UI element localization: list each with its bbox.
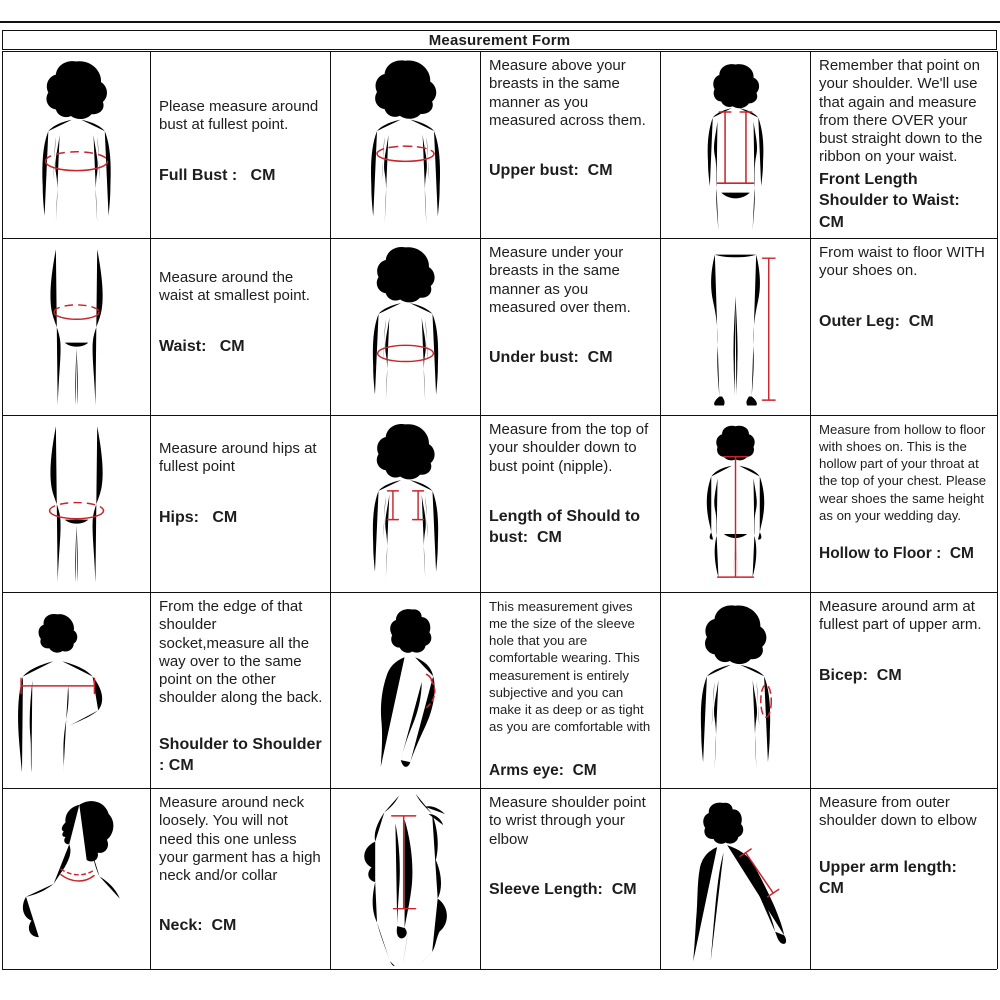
hollow-to-floor-label: Hollow to Floor : CM (819, 544, 974, 562)
cell-bicep (811, 592, 998, 788)
front-length-label: Front Length Shoulder to Waist: CM (819, 170, 974, 231)
page-title: Measurement Form (2, 30, 997, 50)
figure-front-length-illustration (661, 51, 811, 238)
cell-under-bust (481, 238, 661, 415)
neck-description: Measure around neck loosely. You will not need this one unless your garment has a high neck and/or collar (159, 794, 321, 885)
figure-arms-eye-illustration (331, 592, 481, 788)
bicep-label: Bicep: CM (819, 666, 902, 684)
outer-leg-label: Outer Leg: CM (819, 312, 934, 330)
sleeve-length-description: Measure shoulder point to wrist through your elbow (489, 794, 646, 848)
sleeve-length-label: Sleeve Length: CM (489, 880, 637, 898)
hips-label: Hips: CM (159, 508, 238, 526)
upper-bust-description: Measure above your breasts in the same manner as you measured across them. (489, 57, 646, 129)
outer-leg-description: From waist to floor WITH your shoes on. (819, 244, 985, 280)
figure-under-bust-illustration (331, 238, 481, 415)
figure-hollow-to-floor-illustration (661, 415, 811, 592)
upper-arm-length-label: Upper arm length: CM (819, 858, 966, 898)
full-bust-description: Please measure around bust at fullest point. (159, 98, 319, 134)
cell-full-bust (151, 51, 331, 238)
neck-label: Neck: CM (159, 917, 237, 935)
cell-front-length (811, 51, 998, 238)
cell-shoulder-to-shoulder (151, 592, 331, 788)
under-bust-description: Measure under your breasts in the same manner as you measured over them. (489, 244, 631, 316)
figure-waist-illustration (3, 238, 151, 415)
cell-outer-leg (811, 238, 998, 415)
figure-neck-illustration (3, 788, 151, 969)
measurement-form (2, 30, 997, 970)
cell-upper-bust (481, 51, 661, 238)
bicep-description: Measure around arm at fullest part of upper arm. (819, 598, 982, 634)
figure-hips-illustration (3, 415, 151, 592)
cell-hips (151, 415, 331, 592)
figure-shoulder-to-shoulder-illustration (3, 592, 151, 788)
shoulder-to-shoulder-description: From the edge of that shoulder socket,measure all the way over to the same point on the other shoulder along the back. (159, 598, 323, 707)
cell-hollow-to-floor (811, 415, 998, 592)
figure-upper-arm-length-illustration (661, 788, 811, 969)
figure-outer-leg-illustration (661, 238, 811, 415)
figure-sleeve-length-illustration (331, 788, 481, 969)
arms-eye-description: This measurement gives me the size of the sleeve hole that you are comfortable wearing. This measurement is entirely subjective and you can make it as deep or as tight as you are comfortable with (489, 599, 651, 735)
upper-arm-length-description: Measure from outer shoulder down to elbow (819, 794, 977, 830)
length-shoulder-to-bust-label: Length of Should to bust: CM (489, 507, 645, 547)
cell-arms-eye (481, 592, 661, 788)
cell-sleeve-length (481, 788, 661, 969)
hollow-to-floor-description: Measure from hollow to floor with shoes on. This is the hollow part of your throat at the top of your chest. Please wear shoes the same height as on your wedding day. (819, 422, 987, 523)
figure-shoulder-to-bust-illustration (331, 415, 481, 592)
under-bust-label: Under bust: CM (489, 349, 613, 367)
cell-neck (151, 788, 331, 969)
waist-label: Waist: CM (159, 337, 245, 355)
waist-description: Measure around the waist at smallest point. (159, 269, 310, 305)
measurement-table (2, 51, 997, 970)
cell-waist (151, 238, 331, 415)
figure-upper-bust-illustration (331, 51, 481, 238)
upper-bust-label: Upper bust: CM (489, 162, 613, 180)
hips-description: Measure around hips at fullest point (159, 440, 317, 476)
arms-eye-label: Arms eye: CM (489, 762, 597, 780)
front-length-description: Remember that point on your shoulder. We'll use that again and measure from there OVER your bust straight down to the ribbon on your waist. (819, 57, 983, 166)
full-bust-label: Full Bust : CM (159, 166, 276, 184)
length-shoulder-to-bust-description: Measure from the top of your shoulder down to bust point (nipple). (489, 421, 649, 475)
cell-length-shoulder-to-bust (481, 415, 661, 592)
shoulder-to-shoulder-label: Shoulder to Shoulder : CM (159, 735, 327, 775)
cell-upper-arm-length (811, 788, 998, 969)
top-divider (0, 21, 1000, 23)
figure-bicep-illustration (661, 592, 811, 788)
figure-full-bust-illustration (3, 51, 151, 238)
